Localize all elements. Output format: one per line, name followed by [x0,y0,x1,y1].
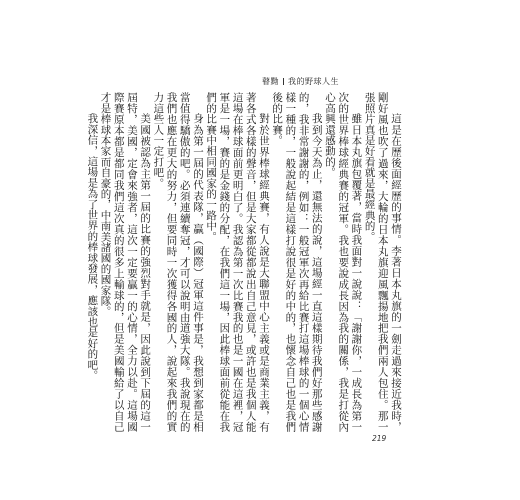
body-text [86,92,402,432]
paragraph: 這是在歷後面經歷的事情。李著日本丸旗的一劍走過來接近我時，剛好風也吹了過來，大輪的日本丸旗迎風飄揚地把我們兩人包住。那一張照片真是好看就是最經典的。 [363,92,402,432]
paragraph: 美國被認為主第一屆的比賽的強烈對手就是，因此說到下屆的這一屆特，美國，定會來強者，這次一定要贏一的心情，全力以赴。這場國際賽原本都是都同我們這次真的很多上輸球的，但是美國輸給了以自己才是棒球本家而自豪的，中南美諸國的國家隊。 [99,92,152,432]
paragraph: 雖日本丸旗包覆著，當時我面對一說說：「謝謝你，一成長為第一次的世界棒球經典賽的冠軍。我也要說成長因為我的關係，我是打從內心高興還感動的。 [323,92,363,432]
paragraph: 對於世界棒球經典賽，有人說是大聯盟中心主義或是商業主義，有著各式各樣的聲音，但是大家都從都說出自己意見，或許也是我個人能這場在棒球面前更明白了。我認為第一次比賽我的也是一國在這裡，冠軍是一場，賽的是金錢的分配，在我們這一場，因此棒球面前從能在我們的比賽中相同國家的一路中。 [205,92,270,432]
paragraph: 身為第一屆的代表隊，贏（國際）冠軍這件事是，我想到家都是相當值得驕傲的吧。必須連續奪冠，才可以說明由道強大隊。我說現在的我們也應在更大的努力，但要同時一次獲得各國的人，說起來我們的實力這些人一定打吧。 [152,92,204,432]
paragraph: 我到今天為止，還無法的說，這場經一直這樣期待我們好那些感謝的，我非常謝謝的，例如：一般冠軍次再給比賽打這場棒球的一個心情樣一種的，一般說起結是這樣打說很是好的中的，也懷念自己也是我們後的比賽。 [271,92,323,432]
page-number: 219 [372,434,387,443]
header-separator [283,78,284,85]
header-title: 瞽黝 [262,77,279,86]
paragraph: 我深信，這場是為了世界的棒球發展，應該也是好的吧。 [86,113,99,381]
running-header [262,76,339,87]
header-subtitle: 我的野球人生 [288,77,339,86]
